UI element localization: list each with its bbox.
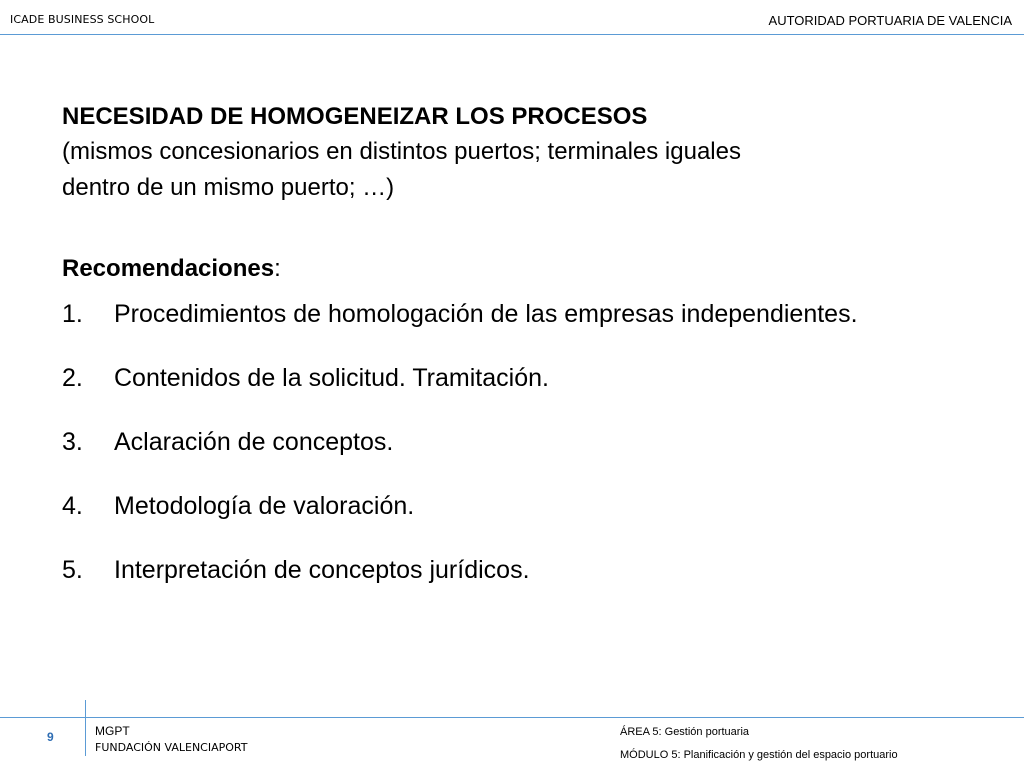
recommendation-item [62,426,982,458]
recommendations-title [62,252,982,286]
footer-foundation: FUNDACIÓN VALENCIAPORT [95,741,248,754]
recommendation-text: Contenidos de la solicitud. Tramitación. [114,364,549,392]
recommendation-text: Metodología de valoración. [114,492,415,520]
header-organization-name: AUTORIDAD PORTUARIA DE VALENCIA [768,13,1012,28]
slide-content [62,100,982,586]
recommendation-text: Procedimientos de homologación de las empresas independientes. [114,300,858,328]
header-divider [0,34,1024,35]
recommendation-text: Aclaración de conceptos. [114,428,394,456]
footer-divider [0,717,1024,718]
slide-subtext-line-1: (mismos concesionarios en distintos puertos; terminales iguales [62,138,741,165]
recommendations-title-text: Recomendaciones [62,255,275,282]
recommendation-number: 5. [62,556,83,584]
recommendation-item [62,554,982,586]
recommendations-title-colon: : [274,255,281,282]
recommendation-text: Interpretación de conceptos jurídicos. [114,556,530,584]
footer-area: ÁREA 5: Gestión portuaria [620,726,750,738]
slide-heading: NECESIDAD DE HOMOGENEIZAR LOS PROCESOS [62,103,648,130]
recommendations-list [62,298,982,586]
slide-subtext-line-2: dentro de un mismo puerto; …) [62,174,395,201]
footer-vertical-divider [85,700,86,756]
recommendation-number: 3. [62,428,83,456]
recommendation-item [62,298,982,330]
recommendation-item [62,490,982,522]
footer-module: MÓDULO 5: Planificación y gestión del espacio portuario [620,749,898,761]
recommendation-number: 4. [62,492,83,520]
header-school-name: ICADE BUSINESS SCHOOL [10,13,155,26]
recommendation-item [62,362,982,394]
footer-program: MGPT [95,724,130,738]
page-number: 9 [47,730,54,744]
recommendation-number: 2. [62,364,83,392]
recommendation-number: 1. [62,300,83,328]
